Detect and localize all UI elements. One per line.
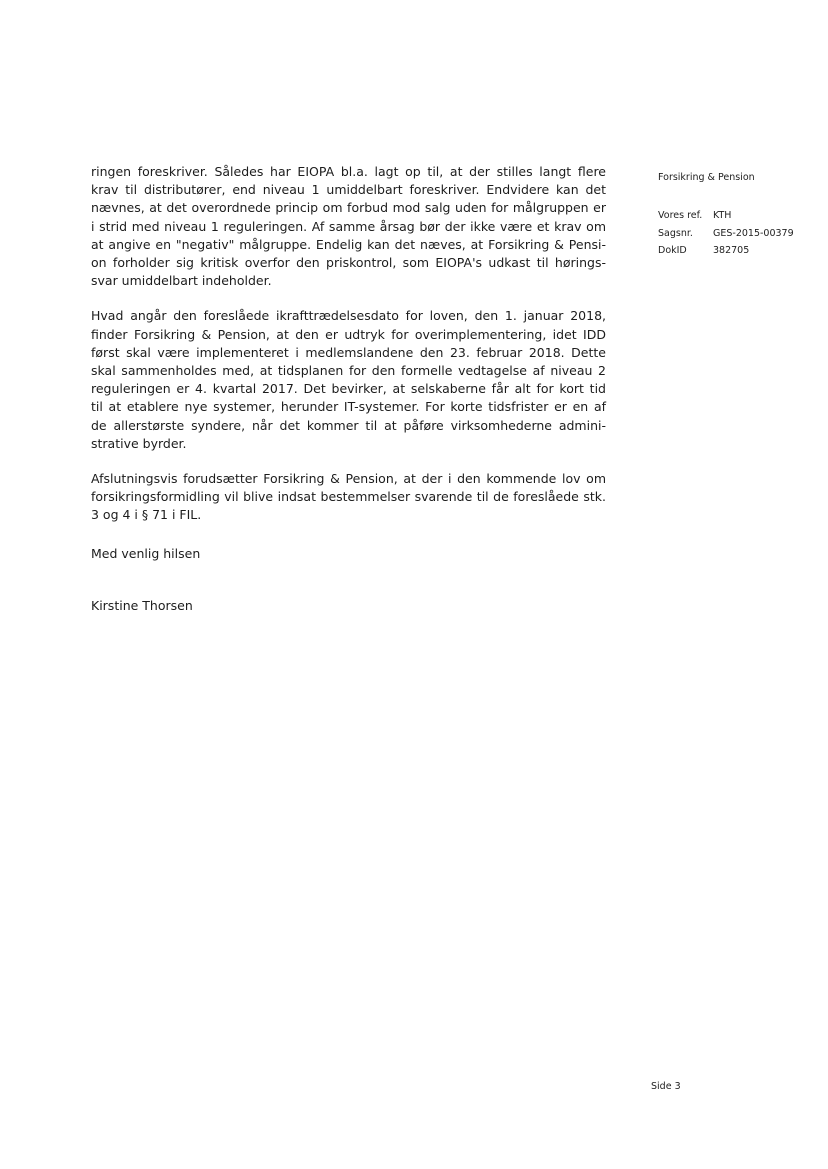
- case-number-label: Sagsnr.: [658, 227, 693, 239]
- document-id-value: 382705: [713, 245, 750, 256]
- text-line: strative byrder.: [91, 435, 187, 451]
- sender-info: [658, 172, 808, 263]
- document-id-label: DokID: [658, 245, 687, 256]
- text-line: finder Forsikring & Pension, at den er udtryk for overimplementering, idet IDD: [91, 326, 606, 342]
- text-line: svar umiddelbart indeholder.: [91, 273, 272, 289]
- text-line: forsikringsformidling vil blive indsat bestemmelser svarende til de foreslåede stk.: [91, 489, 606, 505]
- text-line: Afslutningsvis forudsætter Forsikring & Pension, at der i den kommende lov om: [91, 471, 606, 487]
- text-line: Hvad angår den foreslåede ikrafttrædelsesdato for loven, den 1. januar 2018,: [91, 308, 606, 324]
- text-line: 3 og 4 i § 71 i FIL.: [91, 507, 202, 523]
- paragraph-3: [91, 470, 606, 525]
- text-line: først skal være implementeret i medlemslandene den 23. februar 2018. Dette: [91, 344, 606, 360]
- text-line: i strid med niveau 1 reguleringen. Af samme årsag bør der ikke være et krav om: [91, 218, 606, 234]
- text-line: krav til distributører, end niveau 1 umiddelbart foreskriver. Endvidere kan det: [91, 182, 606, 198]
- text-line: ringen foreskriver. Således har EIOPA bl.a. lagt op til, at der stilles langt flere: [91, 164, 606, 179]
- organization-name: Forsikring & Pension: [658, 172, 755, 183]
- case-number-row: [658, 228, 808, 246]
- text-line: til at etablere nye systemer, herunder IT-systemer. For korte tidsfrister er en af: [91, 399, 606, 415]
- signer-name: Kirstine Thorsen: [91, 598, 193, 613]
- text-line: at angive en "negativ" målgruppe. Endelig kan det næves, at Forsikring & Pensi-: [91, 236, 606, 252]
- case-number-value: GES-2015-00379: [713, 227, 794, 239]
- reference-value: KTH: [713, 210, 732, 221]
- reference-row: [658, 210, 808, 228]
- paragraph-1: [91, 163, 606, 290]
- reference-label: Vores ref.: [658, 210, 703, 221]
- text-line: reguleringen er 4. kvartal 2017. Det bevirker, at selskaberne får alt for kort tid: [91, 381, 606, 397]
- document-id-row: [658, 245, 808, 263]
- paragraph-2: [91, 307, 606, 453]
- text-line: skal sammenholdes med, at tidsplanen for den formelle vedtagelse af niveau 2: [91, 363, 606, 379]
- text-line: nævnes, at det overordnede princip om forbud mod salg uden for målgruppen er: [91, 200, 606, 216]
- page-number: Side 3: [651, 1081, 681, 1092]
- text-line: on forholder sig kritisk overfor den priskontrol, som EIOPA's udkast til hørings-: [91, 255, 606, 271]
- letter-body: [91, 163, 606, 525]
- text-line: de allerstørste syndere, når det kommer til at påføre virksomhederne admini-: [91, 417, 606, 433]
- closing-greeting: Med venlig hilsen: [91, 546, 201, 561]
